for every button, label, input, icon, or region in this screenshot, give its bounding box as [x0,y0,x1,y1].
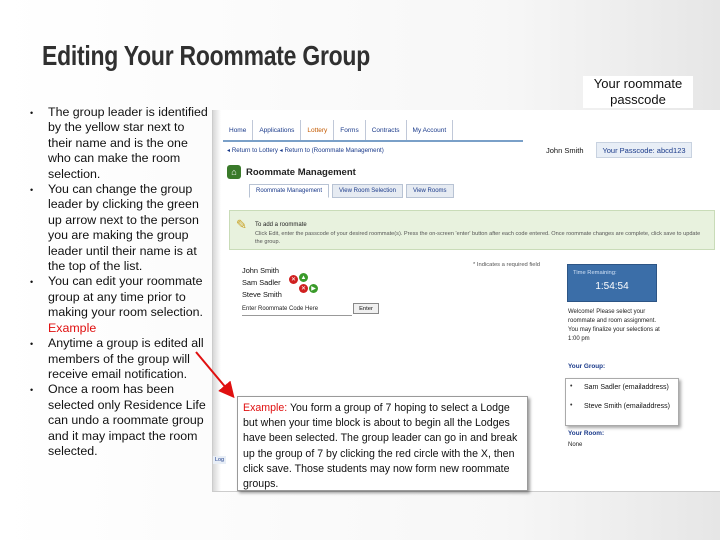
page-header [227,165,356,179]
tab-view-room-selection[interactable]: View Room Selection [332,184,403,198]
remove-member-icon[interactable]: ✕ [290,277,297,283]
passcode-callout: Your roommate passcode [583,76,693,108]
breadcrumb[interactable]: ◂ Return to Lottery ◂ Return to (Roommate Management) [227,147,384,154]
roommate-icon: ⌂ [227,165,241,179]
member-list [242,265,282,302]
example-callout [237,396,528,491]
nav-home[interactable]: Home [223,120,253,140]
nav-forms[interactable]: Forms [334,120,365,140]
remove-member-icon[interactable]: ✕ [300,286,307,292]
member-name: John Smith [242,266,279,275]
promote-leader-icon[interactable]: ▶ [309,284,318,293]
example-text: You form a group of 7 hoping to select a Lodge but when your time block is about to begin all the Lodges have been selected. The group leader can go in and break up the group of 7 by clicking the red circle with the X, then click save. Those students may now form new roommate groups. [243,402,518,491]
roommate-code-input[interactable] [242,315,352,316]
bullet-text: The group leader is identified by the yellow star next to their name and is the one who can make the room selection. [48,105,208,181]
bullet-item [30,182,210,274]
time-label: Time Remaining: [573,270,617,276]
group-bullet: • [570,383,573,390]
example-label: Example: [243,402,288,414]
nav-my-account[interactable]: My Account [407,120,454,140]
tab-strip [249,184,457,198]
your-room-heading: Your Room: [568,430,605,437]
bullet-item [30,382,210,459]
bullet-list [30,105,210,459]
required-note: * Indicates a required field [473,262,541,268]
bullet-marker: • [30,339,34,350]
top-nav [223,120,523,142]
nav-lottery[interactable]: Lottery [301,120,334,140]
bullet-marker: • [30,277,34,288]
group-member-entry: Sam Sadler (emailaddress) [584,384,669,391]
bullet-text: You can change the group leader by clicking the green up arrow next to the person you are making the group leader until their name is at the top of the list. [48,182,199,274]
instructions-box [229,210,715,250]
bullet-text: Once a room has been selected only Residence Life can undo a roommate group and it may impact the room selected. [48,382,206,458]
nav-applications[interactable]: Applications [253,120,301,140]
time-remaining-panel [567,264,657,302]
bullet-text: You can edit your roommate group at any time prior to making your room selection. [48,274,203,320]
bullet-item [30,274,210,336]
bullet-marker: • [30,385,34,396]
promote-leader-icon[interactable]: ▲ [300,274,307,281]
bullet-marker: • [30,185,34,196]
log-link[interactable]: Log [215,457,224,463]
user-name: John Smith [546,146,584,155]
roommate-code-label: Enter Roommate Code Here [242,306,319,312]
group-bullet: • [570,402,573,409]
instructions-title: To add a roommate [255,222,307,228]
group-member-entry: Steve Smith (emailaddress) [584,403,670,410]
page-title: Roommate Management [246,166,356,178]
member-name: Steve Smith [242,290,282,300]
tab-roommate-management[interactable]: Roommate Management [249,184,329,198]
passcode-display: Your Passcode: abcd123 [596,142,692,158]
bullet-text-with-example [48,274,210,336]
lightbulb-icon: ✎ [236,217,247,232]
tab-view-rooms[interactable]: View Rooms [406,184,454,198]
example-link[interactable]: Example [48,320,97,335]
bullet-marker: • [30,108,34,118]
slide-title: Editing Your Roommate Group [42,40,370,71]
nav-contracts[interactable]: Contracts [366,120,407,140]
instructions-text: Click Edit, enter the passcode of your desired roommate(s). Press the on-screen 'enter' button after each code entered. Once roommate changes are complete, click save to update the group. [255,231,701,245]
bullet-item [30,105,210,182]
member-name: Sam Sadler [242,278,281,288]
your-group-heading: Your Group: [568,363,606,370]
time-value: 1:54:54 [595,281,629,292]
bullet-item [30,336,210,382]
enter-button[interactable]: Enter [353,303,379,314]
your-room-value: None [568,442,583,448]
bullet-text: Anytime a group is edited all members of the group will receive email notification. [48,336,204,381]
welcome-text: Welcome! Please select your roommate and room assignment. You may finalize your selections at 1:00 pm [568,309,660,342]
screenshot-shadow [213,110,221,491]
